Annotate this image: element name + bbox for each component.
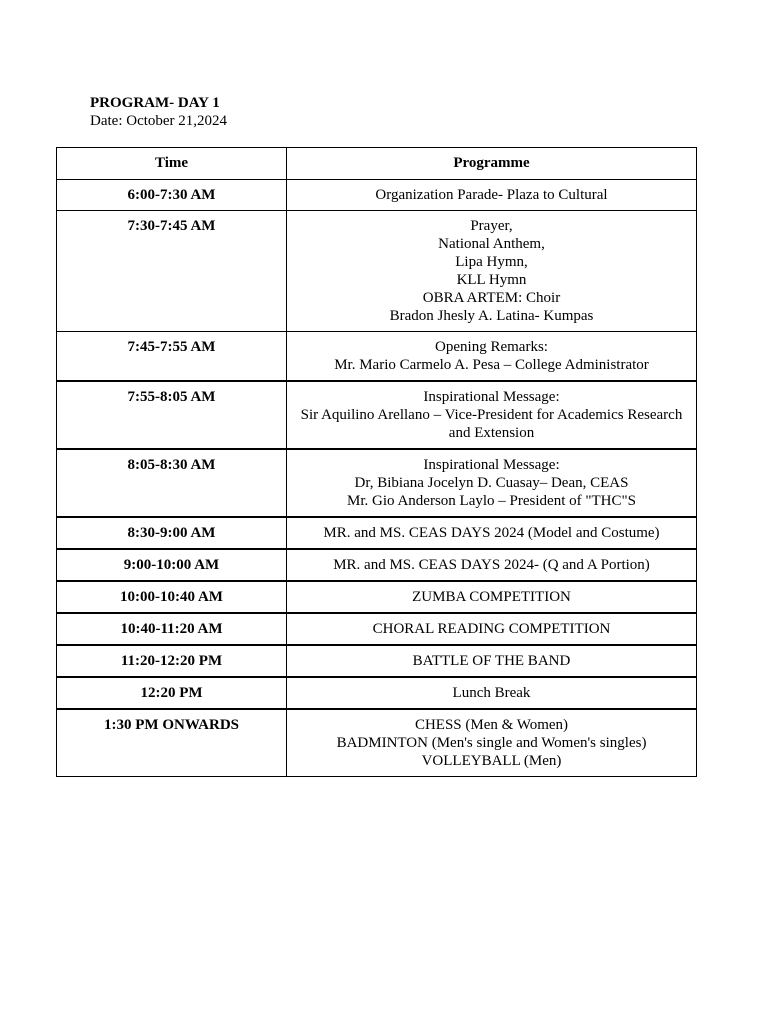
table-row bbox=[57, 332, 697, 382]
time-cell: 1:30 PM ONWARDS bbox=[57, 709, 287, 777]
table-row bbox=[57, 449, 697, 517]
column-header-time: Time bbox=[57, 148, 287, 180]
programme-cell bbox=[287, 613, 697, 645]
programme-line: MR. and MS. CEAS DAYS 2024- (Q and A Portion) bbox=[333, 557, 650, 573]
table-row bbox=[57, 709, 697, 777]
programme-line: MR. and MS. CEAS DAYS 2024 (Model and Costume) bbox=[323, 525, 660, 541]
time-cell: 7:55-8:05 AM bbox=[57, 381, 287, 449]
table-row bbox=[57, 645, 697, 677]
table-row bbox=[57, 613, 697, 645]
table-row bbox=[57, 549, 697, 581]
programme-line: Bradon Jhesly A. Latina- Kumpas bbox=[389, 308, 594, 324]
programme-line: CHESS (Men & Women) bbox=[414, 717, 569, 733]
time-cell: 9:00-10:00 AM bbox=[57, 549, 287, 581]
program-table-body bbox=[57, 180, 697, 777]
time-cell: 8:05-8:30 AM bbox=[57, 449, 287, 517]
table-row bbox=[57, 581, 697, 613]
programme-line: Mr. Gio Anderson Laylo – President of "THC"S bbox=[347, 493, 636, 509]
programme-line: Dr, Bibiana Jocelyn D. Cuasay– Dean, CEAS bbox=[354, 475, 629, 491]
table-row bbox=[57, 180, 697, 211]
programme-line: Inspirational Message: bbox=[423, 389, 560, 405]
programme-line: ZUMBA COMPETITION bbox=[412, 589, 571, 605]
programme-line: Lipa Hymn, bbox=[455, 254, 528, 270]
programme-line: KLL Hymn bbox=[456, 272, 527, 288]
program-table bbox=[56, 147, 697, 777]
programme-line: Sir Aquilino Arellano – Vice-President for Academics Research and Extension bbox=[300, 407, 683, 441]
time-cell: 10:40-11:20 AM bbox=[57, 613, 287, 645]
column-header-programme: Programme bbox=[287, 148, 697, 180]
programme-line: CHORAL READING COMPETITION bbox=[372, 621, 611, 637]
programme-cell bbox=[287, 709, 697, 777]
programme-line: Lunch Break bbox=[452, 685, 531, 701]
programme-line: Inspirational Message: bbox=[423, 457, 560, 473]
time-cell: 12:20 PM bbox=[57, 677, 287, 709]
table-header-row bbox=[57, 148, 697, 180]
programme-cell bbox=[287, 645, 697, 677]
table-row bbox=[57, 381, 697, 449]
programme-line: OBRA ARTEM: Choir bbox=[422, 290, 561, 306]
programme-cell bbox=[287, 677, 697, 709]
programme-cell bbox=[287, 180, 697, 211]
programme-cell bbox=[287, 332, 697, 382]
document-heading bbox=[90, 94, 227, 130]
programme-line: National Anthem, bbox=[438, 236, 545, 252]
programme-cell bbox=[287, 449, 697, 517]
programme-cell bbox=[287, 549, 697, 581]
time-cell: 8:30-9:00 AM bbox=[57, 517, 287, 549]
table-row bbox=[57, 517, 697, 549]
time-cell: 10:00-10:40 AM bbox=[57, 581, 287, 613]
programme-line: Opening Remarks: bbox=[435, 339, 548, 355]
time-cell: 6:00-7:30 AM bbox=[57, 180, 287, 211]
program-title: PROGRAM- DAY 1 bbox=[90, 95, 220, 111]
programme-cell bbox=[287, 211, 697, 332]
programme-cell bbox=[287, 581, 697, 613]
programme-line: Mr. Mario Carmelo A. Pesa – College Administrator bbox=[334, 357, 649, 373]
time-cell: 11:20-12:20 PM bbox=[57, 645, 287, 677]
programme-cell bbox=[287, 517, 697, 549]
table-row bbox=[57, 211, 697, 332]
programme-line: Prayer, bbox=[470, 218, 513, 234]
time-cell: 7:45-7:55 AM bbox=[57, 332, 287, 382]
table-row bbox=[57, 677, 697, 709]
programme-cell bbox=[287, 381, 697, 449]
programme-line: Organization Parade- Plaza to Cultural bbox=[375, 187, 608, 203]
program-date: Date: October 21,2024 bbox=[90, 113, 228, 129]
time-cell: 7:30-7:45 AM bbox=[57, 211, 287, 332]
programme-line: VOLLEYBALL (Men) bbox=[421, 753, 562, 769]
programme-line: BADMINTON (Men's single and Women's singles) bbox=[336, 735, 647, 751]
programme-line: BATTLE OF THE BAND bbox=[412, 653, 571, 669]
